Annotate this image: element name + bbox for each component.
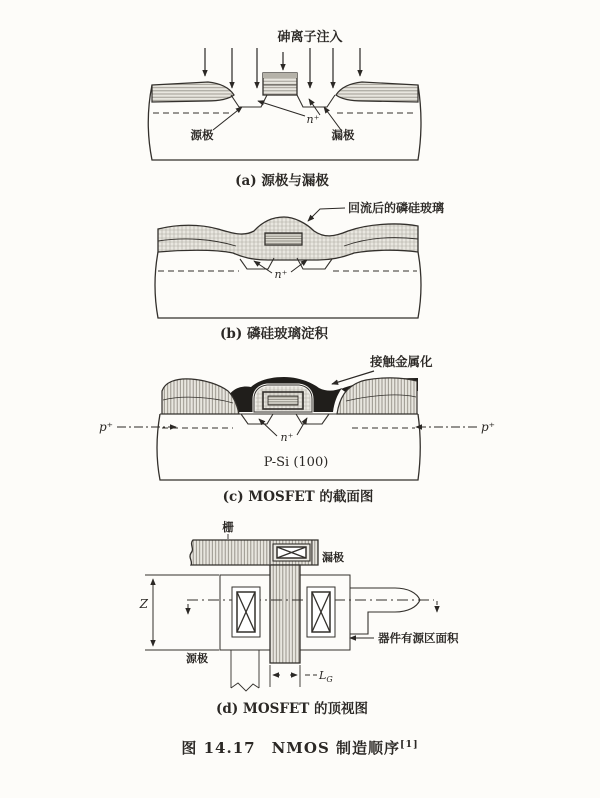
- substrate-outline: [155, 252, 421, 318]
- ion-implant-label: 砷离子注入: [277, 30, 343, 45]
- p-plus-label-right: p⁺: [480, 420, 495, 434]
- n-plus-region-left: [231, 95, 267, 107]
- gate-dome: [254, 385, 312, 412]
- drain-extension: [350, 588, 420, 634]
- panel-d-caption: (d) MOSFET 的顶视图: [216, 701, 368, 717]
- active-area-label: 器件有源区面积: [378, 631, 459, 645]
- top-metal-line: [190, 540, 318, 565]
- n-plus-arrow-left: [258, 101, 305, 116]
- lg-dimension: [270, 665, 333, 687]
- source-arrow: [213, 107, 242, 130]
- drain-label: 漏极: [322, 551, 344, 564]
- lg-ticks: [270, 665, 300, 687]
- substrate-label: P-Si (100): [263, 455, 329, 470]
- z-dimension: [139, 575, 219, 650]
- gate-stack: [263, 73, 297, 95]
- drain-label: 漏极: [331, 128, 355, 142]
- substrate-outline: [157, 414, 420, 480]
- n-plus-arrow-right: [297, 418, 307, 435]
- p-plus-label-left: p⁺: [99, 420, 114, 434]
- field-oxide-left: [152, 82, 234, 102]
- n-plus-label: n⁺: [280, 431, 294, 444]
- buried-gate: [265, 233, 302, 245]
- panel-b-psg-deposition: [155, 200, 444, 342]
- n-plus-region-right: [297, 95, 335, 107]
- source-line-extension: [231, 650, 259, 691]
- figure-caption: 图 14.17 NMOS 制造顺序[1]: [181, 739, 419, 757]
- lg-label: $L_G$: [319, 669, 333, 684]
- drain-area-contact: [307, 587, 335, 637]
- psg-leader-arrow: [308, 208, 345, 221]
- gate-top-layer: [263, 73, 297, 78]
- source-line-edges: [231, 650, 259, 688]
- field-mound-left: [162, 379, 239, 414]
- source-contact: [232, 587, 260, 637]
- panel-b-caption: (b) 磷硅玻璃淀积: [220, 326, 328, 342]
- panel-a-source-drain: [148, 29, 421, 189]
- n-plus-label: n⁺: [274, 268, 288, 281]
- panel-c-caption: (c) MOSFET 的截面图: [222, 489, 374, 505]
- panel-c-cross-section: [99, 354, 495, 505]
- gate-label: 栅: [222, 520, 234, 534]
- gate-column: [270, 565, 300, 663]
- n-plus-region-right: [296, 414, 329, 424]
- gate-inner: [268, 396, 298, 405]
- field-oxide-right: [336, 82, 418, 102]
- panel-a-caption: (a) 源极与漏极: [235, 173, 329, 189]
- drain-arrow: [324, 107, 341, 130]
- source-label: 源极: [186, 652, 208, 665]
- contact-metallization-label: 接触金属化: [370, 354, 433, 369]
- n-plus-label: n⁺: [306, 113, 320, 126]
- source-line-break: [231, 683, 259, 691]
- panel-d-top-view: [139, 520, 459, 717]
- z-label: Z: [139, 597, 148, 611]
- n-plus-region-left: [241, 414, 273, 424]
- psg-label: 回流后的磷硅玻璃: [348, 201, 445, 215]
- source-label: 源极: [190, 128, 214, 142]
